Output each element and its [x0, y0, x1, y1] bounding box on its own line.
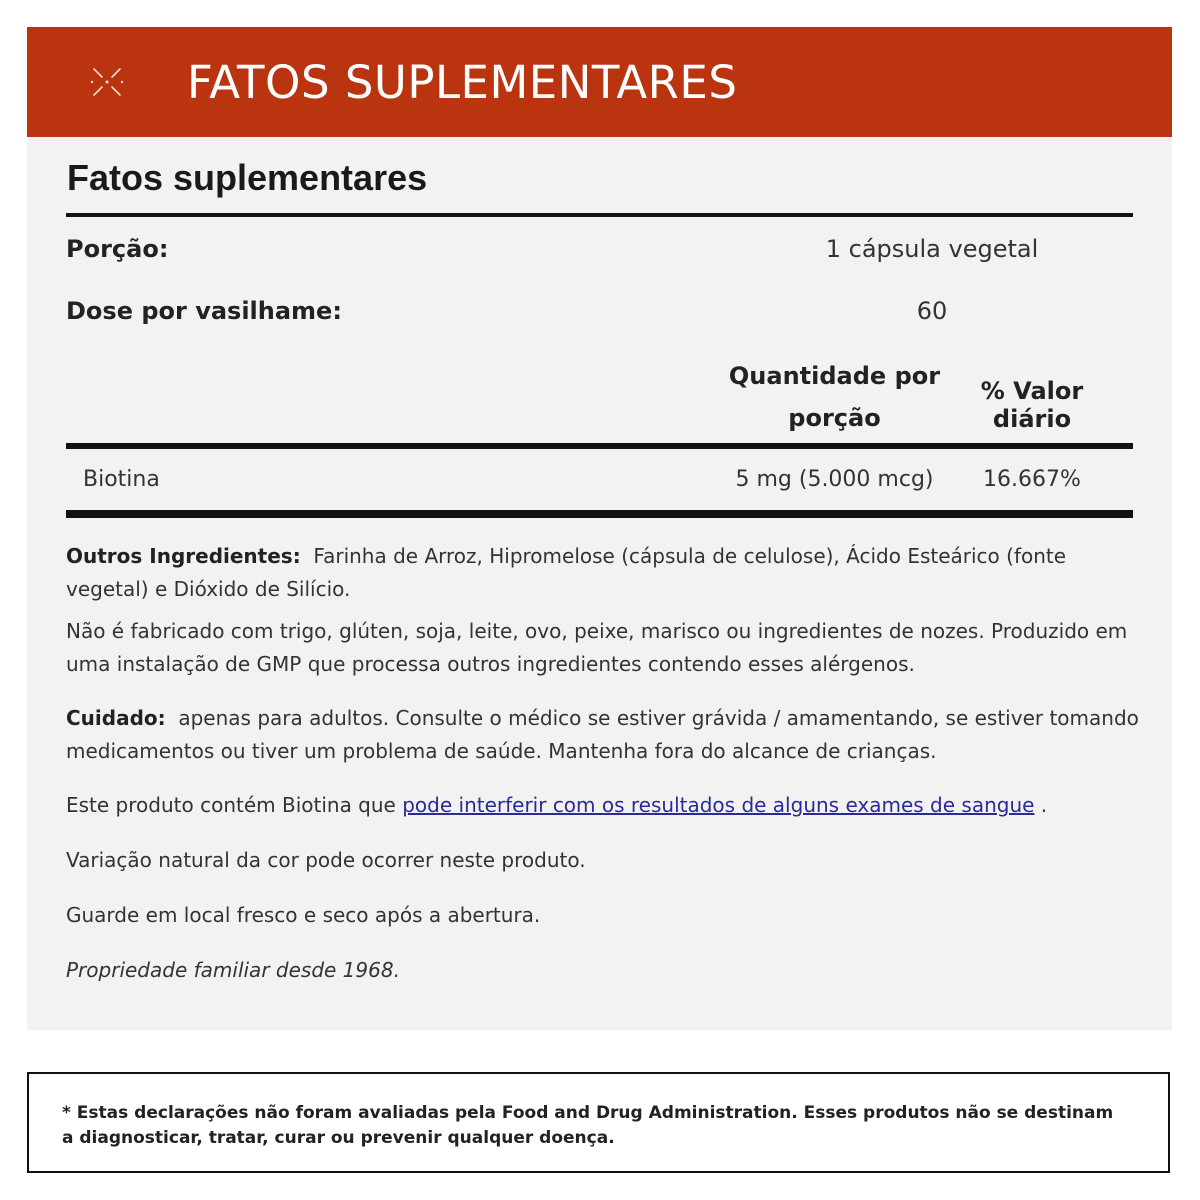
blood-test-link[interactable]: pode interferir com os resultados de alguns exames de sangue [402, 793, 1035, 817]
fda-disclaimer-text: * Estas declarações não foram avaliadas pela Food and Drug Administration. Esses produtos não se destinam a diagnosticar, tratar, curar ou prevenir qualquer doença. [62, 1103, 1114, 1148]
ingredients-text: Farinha de Arroz, Hipromelose (cápsula de celulose), Ácido Esteárico (fonte vegetal) e Dióxido de Silício. [66, 544, 1067, 601]
serving-value: 1 cápsula vegetal [825, 235, 1039, 263]
column-header-amount: Quantidade por porção [728, 362, 941, 432]
header-banner [27, 27, 1172, 137]
supplement-facts-panel [27, 137, 1172, 1030]
nutrient-daily-value: 16.667% [983, 467, 1081, 492]
nutrient-name: Biotina [83, 467, 160, 492]
facts-title: Fatos suplementares [67, 157, 428, 198]
dose-value: 60 [916, 297, 948, 325]
serving-label: Porção: [66, 235, 169, 263]
caution-label: Cuidado: [66, 706, 166, 730]
other-ingredients [66, 540, 1141, 606]
allergen-statement: Não é fabricado com trigo, glúten, soja, leite, ovo, peixe, marisco ou ingredientes de nozes. Produzido em uma instalação de GMP que processa outros ingredientes contendo esses alérgenos. [66, 619, 1128, 676]
caution-text: apenas para adultos. Consulte o médico se estiver grávida / amamentando, se estiver tomando medicamentos ou tiver um problema de saúde. Mantenha fora do alcance de crianças. [66, 706, 1139, 763]
biotin-suffix: . [1040, 793, 1048, 817]
fda-disclaimer-box [27, 1072, 1170, 1173]
caution-statement [66, 702, 1141, 768]
column-header-daily-value: % Valor diário [980, 377, 1084, 433]
header-title: FATOS SUPLEMENTARES [187, 55, 738, 109]
divider [66, 443, 1133, 449]
nutrient-amount: 5 mg (5.000 mcg) [735, 467, 934, 492]
ingredients-label: Outros Ingredientes: [66, 544, 301, 568]
biotin-prefix: Este produto contém Biotina que [66, 793, 396, 817]
dose-label: Dose por vasilhame: [66, 297, 342, 325]
biotin-statement [66, 789, 1141, 822]
family-owned-note: Propriedade familiar desde 1968. [66, 958, 400, 982]
divider [66, 213, 1133, 217]
storage-note: Guarde em local fresco e seco após a abertura. [66, 903, 541, 927]
sparkle-icon [87, 62, 127, 102]
divider [66, 510, 1133, 518]
color-variation-note: Variação natural da cor pode ocorrer neste produto. [66, 848, 586, 872]
